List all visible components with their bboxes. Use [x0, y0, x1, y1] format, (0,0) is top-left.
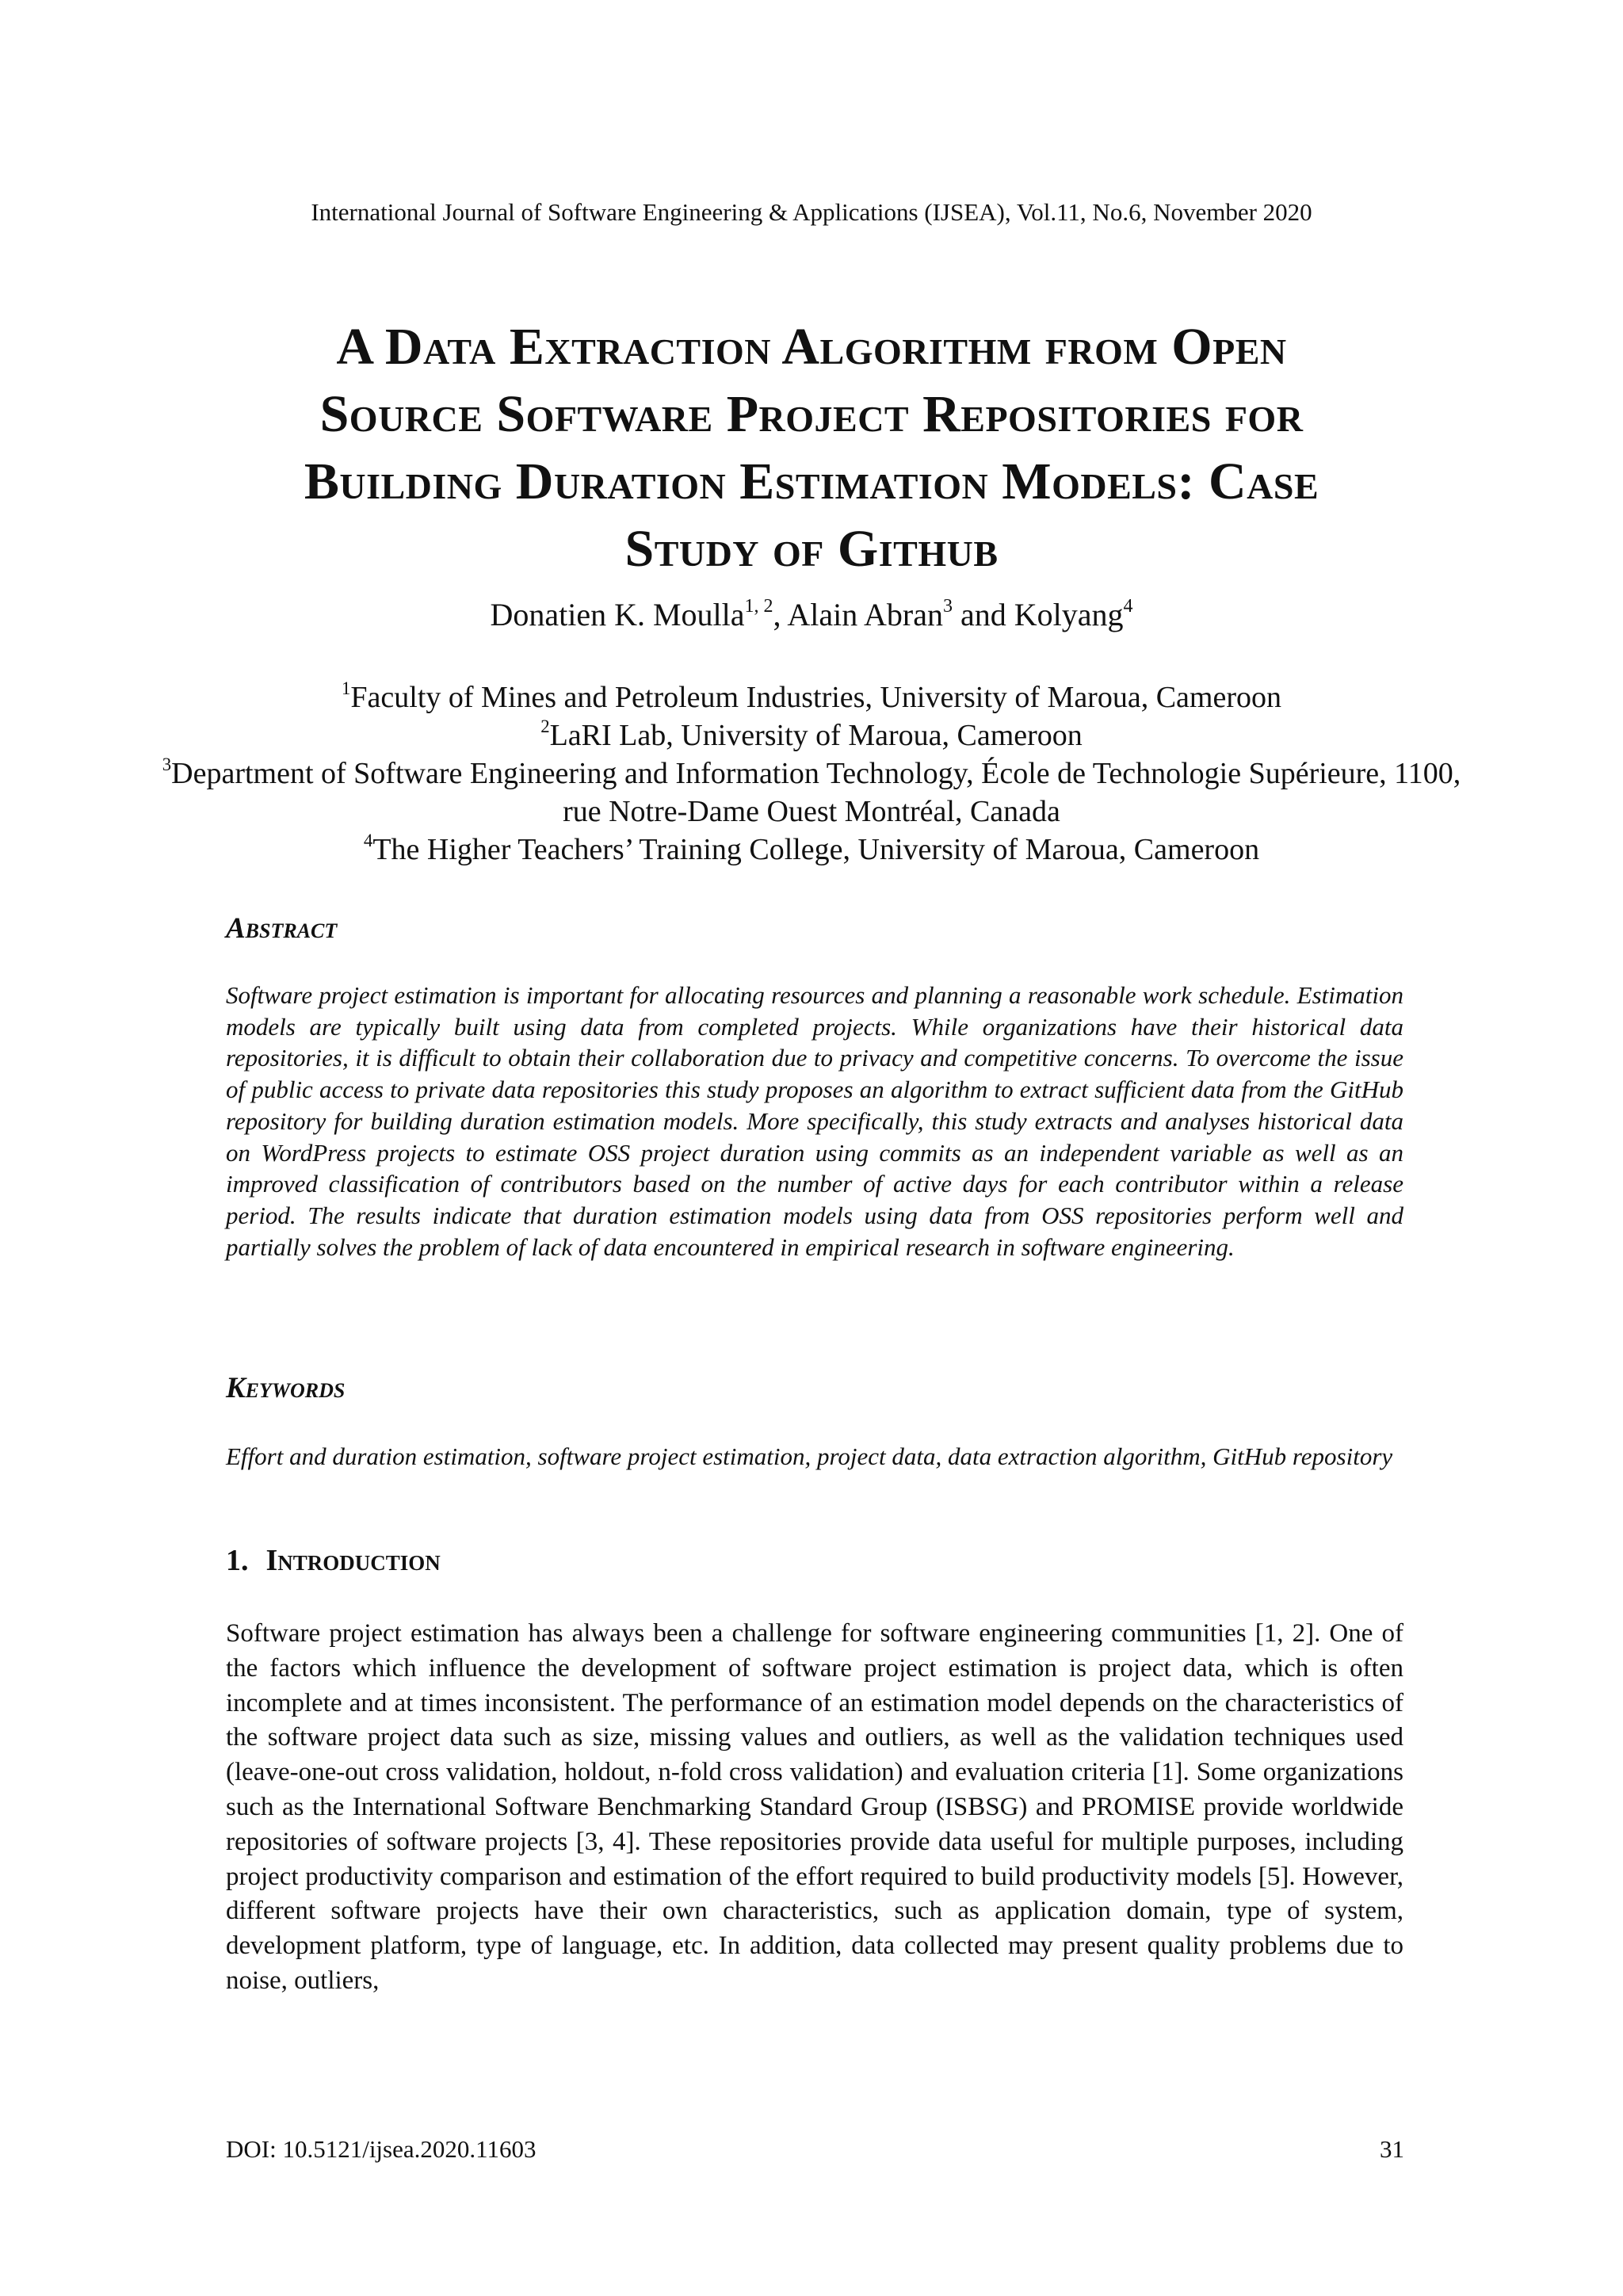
doi-footer: DOI: 10.5121/ijsea.2020.11603 — [226, 2135, 537, 2163]
keywords-text: Effort and duration estimation, software project estimation, project data, data extraction algorithm, GitHub repository — [226, 1442, 1393, 1470]
author-affiliation-mark: 3 — [942, 596, 953, 617]
affiliation-mark: 2 — [540, 716, 550, 737]
affiliation-text: The Higher Teachers’ Training College, University of Maroua, Cameroon — [372, 833, 1260, 866]
title-line: A Data Extraction Algorithm from Open — [336, 318, 1287, 376]
affiliation — [158, 831, 1465, 869]
author-separator: , — [773, 597, 788, 632]
section-title: Introduction — [265, 1544, 441, 1577]
introduction-heading — [226, 1542, 441, 1579]
introduction-text: Software project estimation has always been a challenge for software engineering communities [1, 2]. One of the factors which influence the development of software project estimation is project data, which is often incomplete and at times inconsistent. The performance of an estimation model depends on the characteristics of the software project data such as size, missing values and outliers, as well as the validation techniques used (leave-one-out cross validation, holdout, n-fold cross validation) and evaluation criteria [1]. Some organizations such as the International Software Benchmarking Standard Group (ISBSG) and PROMISE provide worldwide repositories of software projects [3, 4]. These repositories provide data useful for multiple purposes, including project productivity comparison and estimation of the effort required to build productivity models [5]. However, different software projects have their own characteristics, such as application domain, type of system, development platform, type of language, etc. In addition, data collected may present quality problems due to noise, outliers, — [226, 1619, 1403, 1995]
section-number: 1. — [226, 1544, 249, 1577]
author-name: Alain Abran — [787, 597, 943, 632]
author-list — [0, 594, 1623, 636]
title-line: Building Duration Estimation Models: Case — [304, 453, 1319, 510]
keywords-heading: Keywords — [226, 1372, 346, 1404]
author-name: Donatien K. Moulla — [490, 597, 745, 632]
author-affiliation-mark: 4 — [1123, 596, 1133, 617]
author-separator: and — [952, 597, 1014, 632]
affiliation-mark: 3 — [162, 755, 172, 775]
affiliation-text: Department of Software Engineering and Information Technology, École de Technologie Supérieure, 1100, rue Notre-Dame Ouest Montréal, Canada — [171, 757, 1461, 828]
title-line: Source Software Project Repositories for — [319, 385, 1304, 443]
affiliation-text: Faculty of Mines and Petroleum Industries, University of Maroua, Cameroon — [350, 681, 1281, 714]
paper-title — [206, 313, 1417, 583]
affiliation-mark: 4 — [363, 831, 373, 851]
title-line: Study of Github — [624, 520, 999, 578]
page-number: 31 — [1380, 2135, 1404, 2163]
abstract-heading: Abstract — [226, 912, 338, 945]
author-affiliation-mark: 1, 2 — [744, 596, 773, 617]
abstract-text: Software project estimation is important for allocating resources and planning a reasonable work schedule. Estimation models are typically built using data from completed projects. While organizations have their historical data repositories, it is difficult to obtain their collaboration due to privacy and competitive concerns. To overcome the issue of public access to private data repositories this study proposes an algorithm to extract sufficient data from the GitHub repository for building duration estimation models. More specifically, this study extracts and analyses historical data on WordPress projects to estimate OSS project duration using commits as an independent variable as well as an improved classification of contributors based on the number of active days for each contributor within a release period. The results indicate that duration estimation models using data from OSS repositories perform well and partially solves the problem of lack of data encountered in empirical research in software engineering. — [226, 981, 1403, 1261]
affiliation — [158, 716, 1465, 755]
affiliation-mark: 1 — [341, 678, 351, 699]
affiliation-text: LaRI Lab, University of Maroua, Cameroon — [549, 719, 1083, 752]
author-name: Kolyang — [1014, 597, 1124, 632]
affiliation — [158, 755, 1465, 831]
journal-header: International Journal of Software Engineering & Applications (IJSEA), Vol.11, No.6, November 2020 — [311, 198, 1312, 226]
affiliation — [158, 678, 1465, 716]
affiliation-list — [158, 678, 1465, 869]
